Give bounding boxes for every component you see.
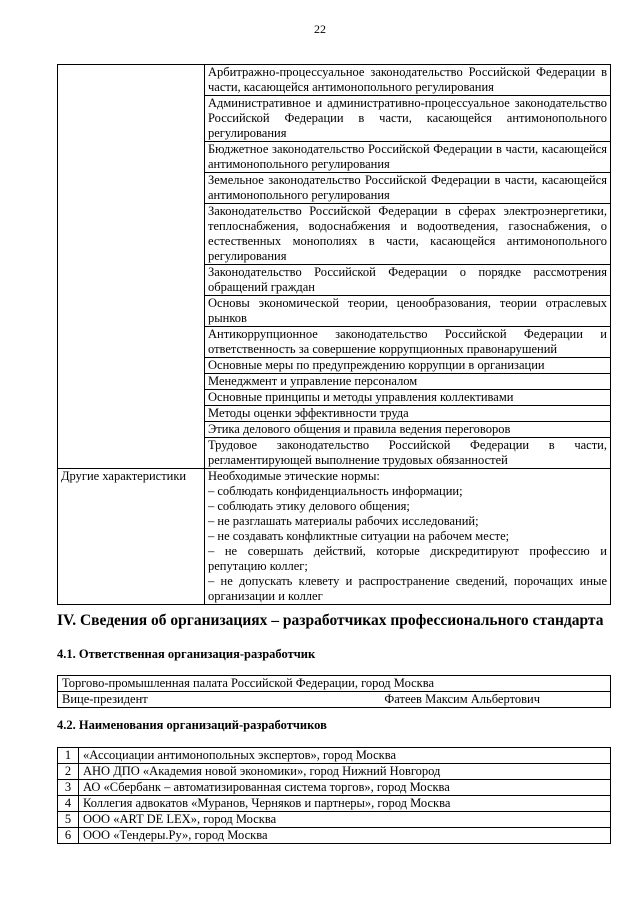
developer-name: ООО «ART DE LEX», город Москва (79, 812, 611, 828)
developers-table (57, 747, 611, 844)
ethics-line: – не совершать действий, которые дискредитируют профессию и репутацию коллег; (208, 544, 607, 573)
row-number: 1 (58, 748, 79, 764)
knowledge-item: Этика делового общения и правила ведения переговоров (205, 422, 611, 438)
other-characteristics-label: Другие характеристики (58, 469, 205, 605)
other-characteristics-cell (205, 469, 611, 605)
section-title: IV. Сведения об организациях – разработчиках профессионального стандарта (57, 612, 604, 629)
responsible-org-table (57, 675, 611, 708)
ethics-line: – соблюдать этику делового общения; (208, 499, 410, 513)
knowledge-item: Основные меры по предупреждению коррупции в организации (205, 358, 611, 374)
row-number: 4 (58, 796, 79, 812)
knowledge-item: Административное и административно-процессуальное законодательство Российской Федерации в части, касающейся антимонопольного регулирования (205, 96, 611, 142)
knowledge-item: Основные принципы и методы управления коллективами (205, 390, 611, 406)
ethics-line: – не разглашать материалы рабочих исследований; (208, 514, 479, 528)
knowledge-item: Законодательство Российской Федерации в сферах электроэнергетики, теплоснабжения, водоснабжения и водоотведения, газоснабжения, о естественных монополиях в части, касающейся антимонопольного регулирования (205, 204, 611, 265)
ethics-line: – соблюдать конфиденциальность информации; (208, 484, 463, 498)
row-number: 3 (58, 780, 79, 796)
knowledge-table (57, 64, 611, 605)
knowledge-item: Антикоррупционное законодательство Российской Федерации и ответственность за совершение коррупционных правонарушений (205, 327, 611, 358)
table-row (58, 796, 611, 812)
developer-name: Коллегия адвокатов «Муранов, Черняков и партнеры», город Москва (79, 796, 611, 812)
knowledge-item: Бюджетное законодательство Российской Федерации в части, касающейся антимонопольного регулирования (205, 142, 611, 173)
page-number: 22 (314, 22, 326, 36)
knowledge-item: Законодательство Российской Федерации о порядке рассмотрения обращений граждан (205, 265, 611, 296)
knowledge-item: Менеджмент и управление персоналом (205, 374, 611, 390)
responsible-heading: 4.1. Ответственная организация-разработчик (57, 647, 316, 661)
empty-label-cell (58, 65, 205, 469)
developer-name: АНО ДПО «Академия новой экономики», город Нижний Новгород (79, 764, 611, 780)
responsible-person: Фатеев Максим Альбертович (218, 692, 610, 708)
developer-name: АО «Сбербанк – автоматизированная система торгов», город Москва (79, 780, 611, 796)
knowledge-item: Трудовое законодательство Российской Федерации в части, регламентирующей выполнение трудовых обязанностей (205, 438, 611, 469)
developers-heading: 4.2. Наименования организаций-разработчиков (57, 718, 327, 732)
knowledge-item: Основы экономической теории, ценообразования, теории отраслевых рынков (205, 296, 611, 327)
knowledge-item: Земельное законодательство Российской Федерации в части, касающейся антимонопольного регулирования (205, 173, 611, 204)
ethics-line: Необходимые этические нормы: (208, 469, 380, 483)
responsible-org-name: Торгово-промышленная палата Российской Федерации, город Москва (58, 676, 611, 692)
table-row (58, 676, 611, 692)
responsible-position: Вице-президент (58, 692, 219, 708)
ethics-line: – не допускать клевету и распространение сведений, порочащих иные организации и коллег (208, 574, 607, 603)
developer-name: ООО «Тендеры.Ру», город Москва (79, 828, 611, 844)
table-row (58, 812, 611, 828)
table-row (58, 780, 611, 796)
table-row (58, 764, 611, 780)
row-number: 5 (58, 812, 79, 828)
ethics-line: – не создавать конфликтные ситуации на рабочем месте; (208, 529, 510, 543)
table-row (58, 748, 611, 764)
table-row (58, 828, 611, 844)
table-row (58, 65, 611, 96)
knowledge-item: Арбитражно-процессуальное законодательство Российской Федерации в части, касающейся антимонопольного регулирования (205, 65, 611, 96)
table-row (58, 692, 611, 708)
table-row (58, 469, 611, 605)
row-number: 6 (58, 828, 79, 844)
developer-name: «Ассоциации антимонопольных экспертов», город Москва (79, 748, 611, 764)
row-number: 2 (58, 764, 79, 780)
knowledge-item: Методы оценки эффективности труда (205, 406, 611, 422)
